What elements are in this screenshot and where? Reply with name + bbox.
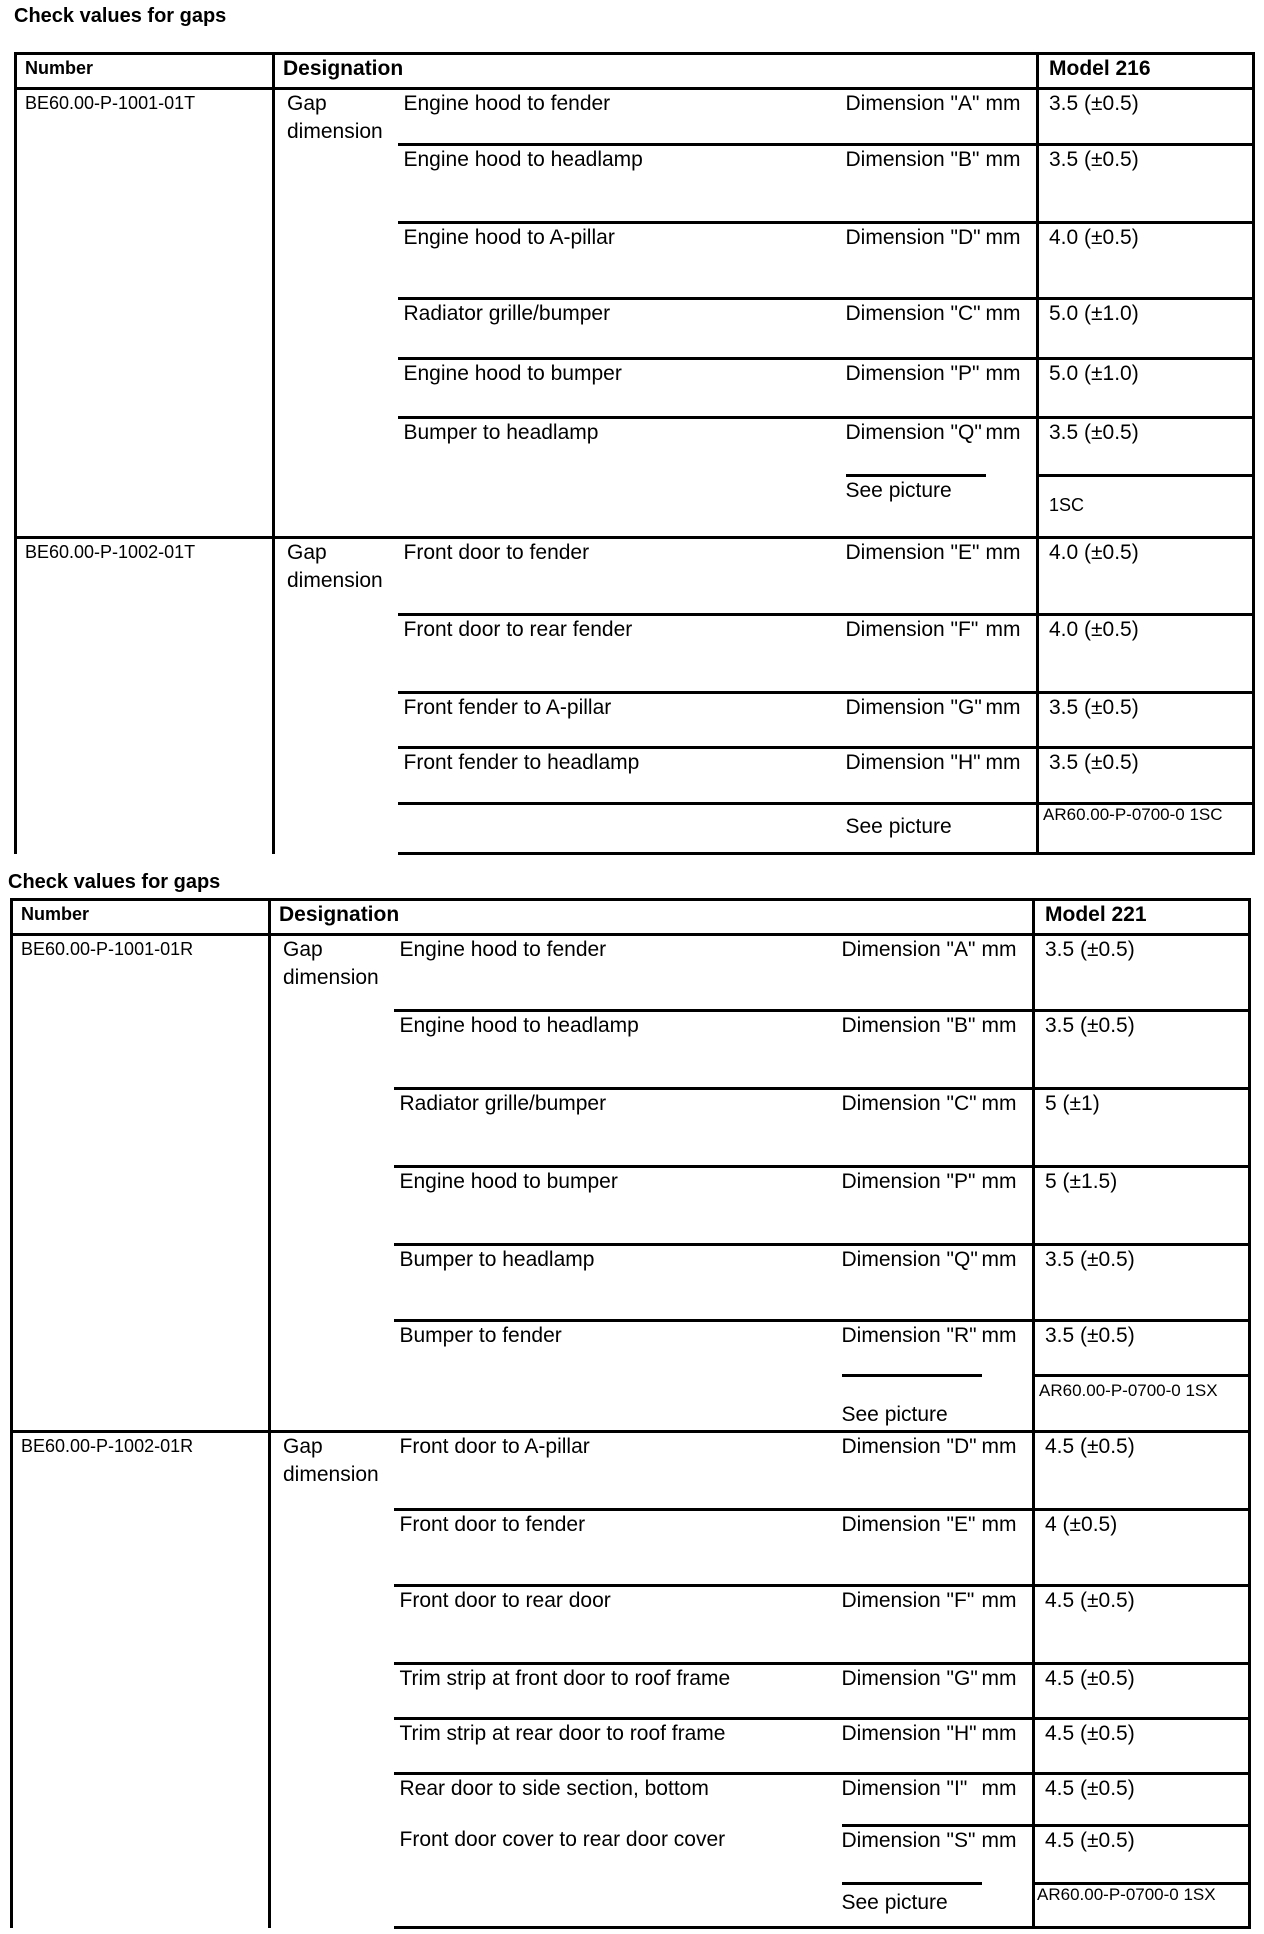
dimension: Dimension "Q" bbox=[846, 418, 986, 476]
dimension: Dimension "G" bbox=[842, 1664, 982, 1719]
part-number: BE60.00-P-1001-01T bbox=[16, 89, 274, 538]
designation: Gap dimension bbox=[270, 1432, 394, 1928]
item: Front fender to A-pillar bbox=[398, 693, 846, 748]
header-number: Number bbox=[16, 54, 274, 89]
item: Radiator grille/bumper bbox=[398, 299, 846, 359]
unit: mm bbox=[986, 538, 1038, 615]
picture-ref: AR60.00-P-0700-0 1SC bbox=[1038, 804, 1254, 854]
item: Front door to rear door bbox=[394, 1586, 842, 1664]
unit: mm bbox=[982, 1321, 1034, 1376]
dimension: Dimension "H" bbox=[846, 748, 986, 804]
item: Engine hood to bumper bbox=[398, 359, 846, 418]
designation: Gap dimension bbox=[274, 538, 398, 854]
item: Front door to fender bbox=[398, 538, 846, 615]
part-number: BE60.00-P-1001-01R bbox=[12, 935, 270, 1432]
header-designation: Designation bbox=[270, 900, 1034, 935]
item: Engine hood to fender bbox=[398, 89, 846, 145]
unit: mm bbox=[986, 748, 1038, 804]
value: 5.0 (±1.0) bbox=[1038, 299, 1254, 359]
dimension: Dimension "B" bbox=[842, 1011, 982, 1089]
unit: mm bbox=[982, 1826, 1034, 1884]
value: 5 (±1) bbox=[1034, 1089, 1250, 1167]
header-model: Model 221 bbox=[1034, 900, 1250, 935]
value: 3.5 (±0.5) bbox=[1034, 1321, 1250, 1376]
gap-table-model-221 bbox=[10, 898, 1251, 1929]
dimension: Dimension "P" bbox=[842, 1167, 982, 1245]
unit: mm bbox=[982, 1586, 1034, 1664]
dimension: Dimension "S" bbox=[842, 1826, 982, 1884]
dimension: Dimension "R" bbox=[842, 1321, 982, 1376]
item bbox=[394, 1376, 842, 1432]
item: Engine hood to bumper bbox=[394, 1167, 842, 1245]
item: Bumper to headlamp bbox=[394, 1245, 842, 1321]
item: Front door to rear fender bbox=[398, 615, 846, 693]
dimension: Dimension "E" bbox=[842, 1510, 982, 1586]
unit: mm bbox=[986, 145, 1038, 223]
dimension: Dimension "I" bbox=[842, 1774, 982, 1826]
value: 3.5 (±0.5) bbox=[1038, 145, 1254, 223]
dimension: Dimension "B" bbox=[846, 145, 986, 223]
part-number: BE60.00-P-1002-01R bbox=[12, 1432, 270, 1928]
item: Engine hood to headlamp bbox=[394, 1011, 842, 1089]
header-model: Model 216 bbox=[1038, 54, 1254, 89]
item: Rear door to side section, bottom bbox=[394, 1774, 842, 1826]
dimension: Dimension "G" bbox=[846, 693, 986, 748]
dimension: Dimension "Q" bbox=[842, 1245, 982, 1321]
value: 5 (±1.5) bbox=[1034, 1167, 1250, 1245]
unit bbox=[986, 476, 1038, 538]
unit: mm bbox=[982, 1774, 1034, 1826]
dimension: Dimension "D" bbox=[842, 1432, 982, 1510]
section-title: Check values for gaps bbox=[8, 871, 221, 893]
item: Bumper to fender bbox=[394, 1321, 842, 1376]
item bbox=[398, 804, 846, 854]
value: 4.5 (±0.5) bbox=[1034, 1826, 1250, 1884]
unit: mm bbox=[982, 1510, 1034, 1586]
dimension: Dimension "C" bbox=[842, 1089, 982, 1167]
see-picture-label: See picture bbox=[846, 476, 986, 538]
item bbox=[398, 476, 846, 538]
value: 4.5 (±0.5) bbox=[1034, 1664, 1250, 1719]
unit: mm bbox=[986, 299, 1038, 359]
value: 5.0 (±1.0) bbox=[1038, 359, 1254, 418]
unit: mm bbox=[982, 1432, 1034, 1510]
value: 3.5 (±0.5) bbox=[1034, 1011, 1250, 1089]
unit: mm bbox=[982, 1089, 1034, 1167]
item: Engine hood to A-pillar bbox=[398, 223, 846, 299]
section-title: Check values for gaps bbox=[14, 5, 227, 27]
dimension: Dimension "H" bbox=[842, 1719, 982, 1774]
see-picture-label: See picture bbox=[842, 1376, 982, 1432]
unit: mm bbox=[986, 359, 1038, 418]
item: Front door cover to rear door cover bbox=[399, 1827, 726, 1851]
item: Engine hood to fender bbox=[394, 935, 842, 1011]
dimension: Dimension "F" bbox=[842, 1586, 982, 1664]
unit bbox=[982, 1376, 1034, 1432]
table-row bbox=[12, 935, 1250, 1011]
dimension: Dimension "A" bbox=[846, 89, 986, 145]
item: Trim strip at rear door to roof frame bbox=[394, 1719, 842, 1774]
table-row bbox=[16, 538, 1254, 615]
dimension: Dimension "A" bbox=[842, 935, 982, 1011]
value: 4.0 (±0.5) bbox=[1038, 615, 1254, 693]
unit: mm bbox=[986, 89, 1038, 145]
item: Bumper to headlamp bbox=[398, 418, 846, 476]
value: 4.5 (±0.5) bbox=[1034, 1719, 1250, 1774]
see-picture-label: See picture bbox=[842, 1884, 982, 1928]
designation: Gap dimension bbox=[274, 89, 398, 538]
value: 4.0 (±0.5) bbox=[1038, 223, 1254, 299]
unit: mm bbox=[982, 1719, 1034, 1774]
unit bbox=[982, 1884, 1034, 1928]
unit: mm bbox=[982, 1167, 1034, 1245]
unit: mm bbox=[982, 935, 1034, 1011]
item: Trim strip at front door to roof frame bbox=[394, 1664, 842, 1719]
picture-ref: AR60.00-P-0700-0 1SX bbox=[1034, 1376, 1250, 1432]
unit: mm bbox=[982, 1245, 1034, 1321]
unit: mm bbox=[986, 615, 1038, 693]
unit: mm bbox=[982, 1664, 1034, 1719]
item: Engine hood to headlamp bbox=[398, 145, 846, 223]
value: 4 (±0.5) bbox=[1034, 1510, 1250, 1586]
value: 3.5 (±0.5) bbox=[1034, 1245, 1250, 1321]
value: 4.5 (±0.5) bbox=[1034, 1774, 1250, 1826]
value: 3.5 (±0.5) bbox=[1038, 748, 1254, 804]
dimension: Dimension "D" bbox=[846, 223, 986, 299]
value: 3.5 (±0.5) bbox=[1034, 935, 1250, 1011]
picture-ref: 1SC bbox=[1038, 476, 1254, 538]
table-row bbox=[12, 1432, 1250, 1510]
dimension: Dimension "C" bbox=[846, 299, 986, 359]
gap-table-model-216 bbox=[14, 52, 1255, 855]
unit: mm bbox=[986, 418, 1038, 476]
dimension: Dimension "E" bbox=[846, 538, 986, 615]
part-number: BE60.00-P-1002-01T bbox=[16, 538, 274, 854]
value: 4.5 (±0.5) bbox=[1034, 1586, 1250, 1664]
dimension: Dimension "P" bbox=[846, 359, 986, 418]
unit: mm bbox=[986, 693, 1038, 748]
picture-ref: AR60.00-P-0700-0 1SX bbox=[1034, 1884, 1250, 1928]
item: Front door to A-pillar bbox=[394, 1432, 842, 1510]
value: 4.0 (±0.5) bbox=[1038, 538, 1254, 615]
unit: mm bbox=[982, 1011, 1034, 1089]
header-designation: Designation bbox=[274, 54, 1038, 89]
header-number: Number bbox=[12, 900, 270, 935]
item: Front door to fender bbox=[394, 1510, 842, 1586]
item: Front fender to headlamp bbox=[398, 748, 846, 804]
value: 3.5 (±0.5) bbox=[1038, 418, 1254, 476]
value: 3.5 (±0.5) bbox=[1038, 693, 1254, 748]
value: 4.5 (±0.5) bbox=[1034, 1432, 1250, 1510]
dimension: Dimension "F" bbox=[846, 615, 986, 693]
see-picture-label: See picture bbox=[846, 804, 986, 854]
value: 3.5 (±0.5) bbox=[1038, 89, 1254, 145]
table-row bbox=[16, 89, 1254, 145]
item: Radiator grille/bumper bbox=[394, 1089, 842, 1167]
unit: mm bbox=[986, 223, 1038, 299]
item bbox=[394, 1884, 842, 1928]
designation: Gap dimension bbox=[270, 935, 394, 1432]
unit bbox=[986, 804, 1038, 854]
